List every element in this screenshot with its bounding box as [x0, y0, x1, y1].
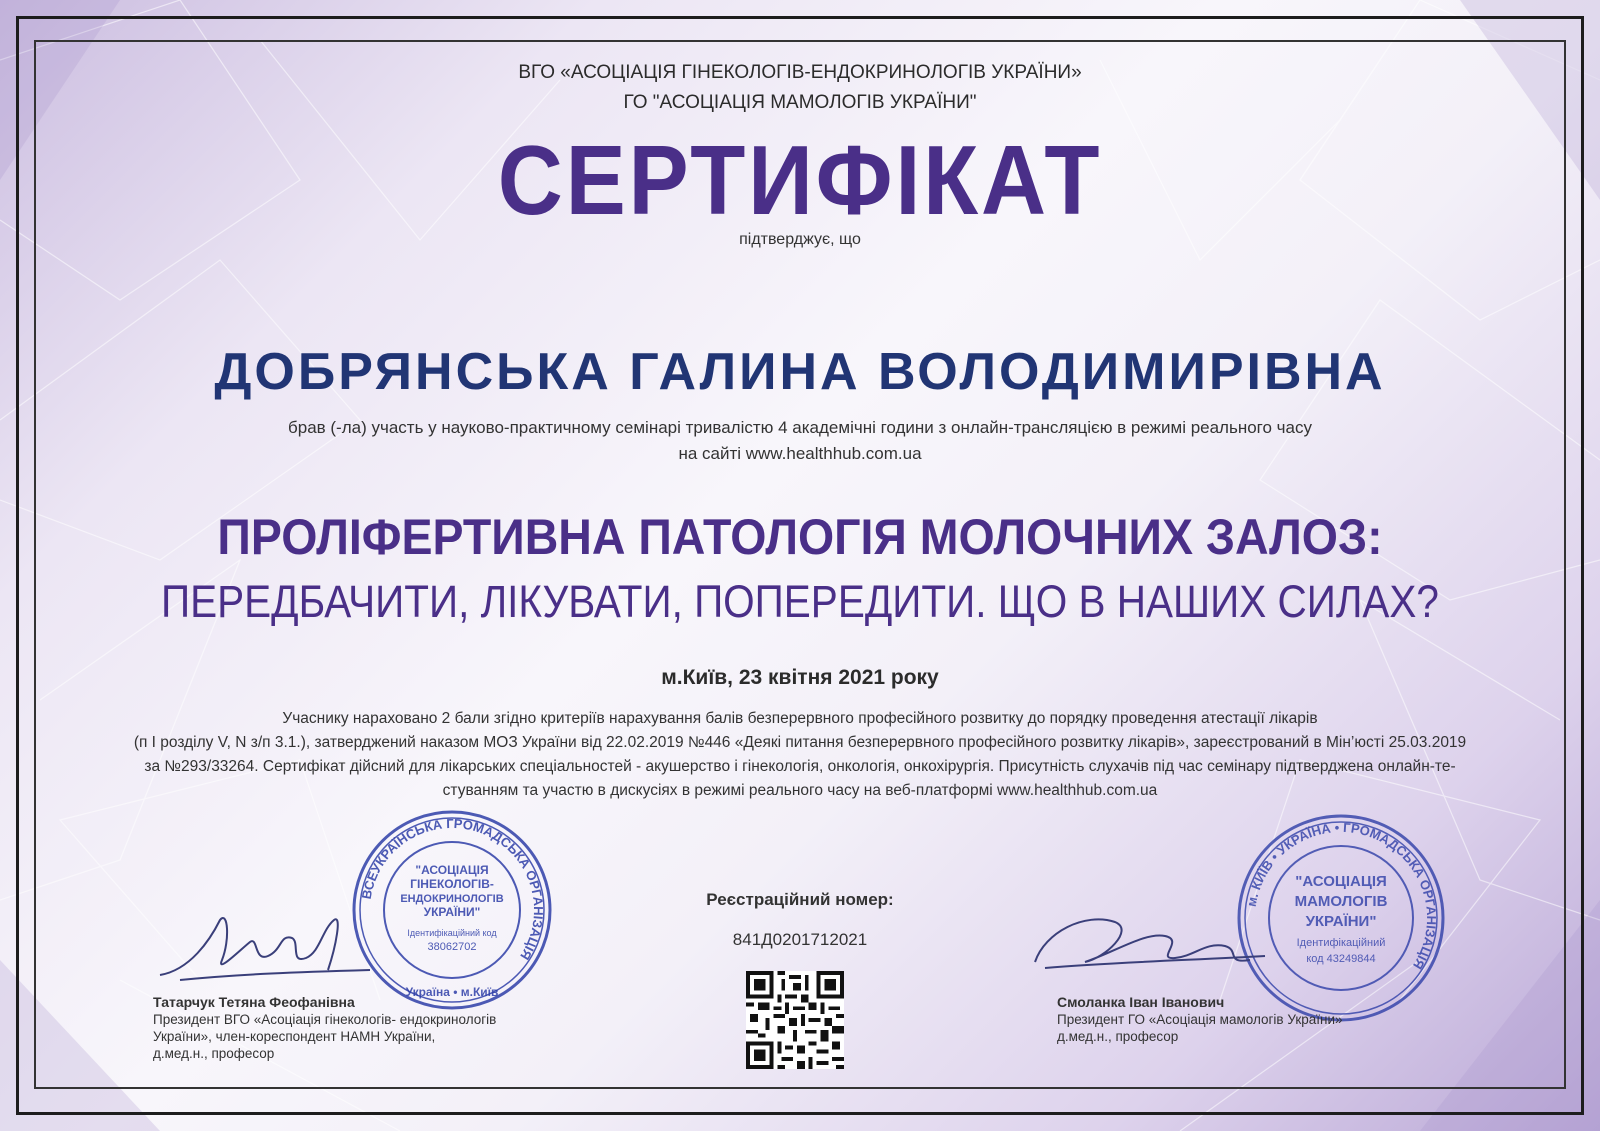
registration-number: 841Д0201712021: [732, 930, 868, 949]
signatory-left: [153, 994, 613, 1062]
svg-text:код 43249844: код 43249844: [1306, 953, 1376, 965]
confirms-text: підтверджує, що: [739, 231, 861, 248]
participation-text-line-2: на сайті www.healthhub.com.ua: [678, 444, 922, 463]
certificate-title: СЕРТИФІКАТ: [497, 125, 1103, 235]
signatory-right-role-2: д.мед.н., професор: [1057, 1029, 1179, 1044]
credit-line-1: Учаснику нараховано 2 бали згідно критеріїв нарахування балів безперервного професійного розвитку до порядку проведення атестації лікарів: [282, 710, 1318, 727]
credit-line-3: за №293/33264. Сертифікат дійсний для лікарських спеціальностей - акушерство і гінекологія, онкологія, онкохірургія. Присутність слухачів під час семінару підтверджена онлайн-те-: [144, 758, 1456, 775]
svg-text:УКРАЇНИ": УКРАЇНИ": [1305, 913, 1377, 930]
signatory-left-role-1: Президент ВГО «Асоціація гінекологів- ендокринологів: [153, 1012, 497, 1027]
svg-text:"АСОЦІАЦІЯ: "АСОЦІАЦІЯ: [1295, 873, 1387, 890]
svg-text:Ідентифікаційний: Ідентифікаційний: [1296, 937, 1386, 949]
svg-text:38062702: 38062702: [427, 941, 477, 953]
seminar-topic-line-1: ПРОЛІФЕРТИВНА ПАТОЛОГІЯ МОЛОЧНИХ ЗАЛОЗ:: [217, 509, 1383, 565]
svg-text:МАМОЛОГІВ: МАМОЛОГІВ: [1294, 893, 1388, 910]
signature-left: [150, 900, 390, 990]
svg-text:ЕНДОКРИНОЛОГІВ: ЕНДОКРИНОЛОГІВ: [400, 893, 504, 905]
signatory-right-name: Смоланка Іван Іванович: [1057, 994, 1225, 1010]
qr-code-icon: [746, 971, 844, 1069]
svg-text:ГІНЕКОЛОГІВ-: ГІНЕКОЛОГІВ-: [410, 877, 494, 891]
recipient-name: ДОБРЯНСЬКА ГАЛИНА ВОЛОДИМИРІВНА: [214, 343, 1386, 401]
svg-text:УКРАЇНИ": УКРАЇНИ": [423, 905, 481, 919]
credit-line-4: стуванням та участю в дискусіях в режимі реального часу на веб-платформі www.healthhub.com.ua: [442, 782, 1158, 799]
svg-text:Ідентифікаційний код: Ідентифікаційний код: [407, 928, 497, 938]
signatory-left-name: Татарчук Тетяна Феофанівна: [153, 994, 355, 1010]
svg-text:м. КИЇВ • УКРАЇНА • ГРОМАДСЬКА: м. КИЇВ • УКРАЇНА • ГРОМАДСЬКА ОРГАНІЗАЦІЯ: [1243, 819, 1440, 972]
signature-right: [1025, 902, 1275, 982]
credit-line-2: (п І розділу V, N з/п 3.1.), затверджений наказом МОЗ України від 22.02.2019 №446 «Деякі питання безперервного професійного розвитку лікарів», зареєстрований в Мін’юсті 25.03.2019: [133, 734, 1467, 751]
svg-text:"АСОЦІАЦІЯ: "АСОЦІАЦІЯ: [415, 863, 489, 877]
signatory-left-role-2: України», член-кореспондент НАМН України,: [153, 1029, 436, 1044]
svg-text:Україна • м.Київ: Україна • м.Київ: [405, 985, 499, 999]
signatory-left-role-3: д.мед.н., професор: [153, 1046, 275, 1061]
signatory-right: [1057, 994, 1477, 1045]
seminar-topic-line-2: ПЕРЕДБАЧИТИ, ЛІКУВАТИ, ПОПЕРЕДИТИ. ЩО В НАШИХ СИЛАХ?: [161, 576, 1439, 627]
place-and-date: м.Київ, 23 квітня 2021 року: [661, 666, 939, 689]
organization-line-2: ГО "АСОЦІАЦІЯ МАМОЛОГІВ УКРАЇНИ": [623, 92, 977, 113]
signatory-right-role-1: Президент ГО «Асоціація мамологів України»: [1057, 1012, 1343, 1027]
credit-statement: [52, 707, 1548, 803]
registration-label: Реєстраційний номер:: [706, 890, 894, 909]
organization-line-1: ВГО «АСОЦІАЦІЯ ГІНЕКОЛОГІВ-ЕНДОКРИНОЛОГІВ УКРАЇНИ»: [518, 62, 1082, 83]
svg-text:ВСЕУКРАЇНСЬКА ГРОМАДСЬКА ОРГАН: ВСЕУКРАЇНСЬКА ГРОМАДСЬКА ОРГАНІЗАЦІЯ: [358, 815, 547, 963]
participation-text-line-1: брав (-ла) участь у науково-практичному семінарі тривалістю 4 академічні години з онлайн-трансляцією в режимі реального часу: [288, 418, 1312, 437]
